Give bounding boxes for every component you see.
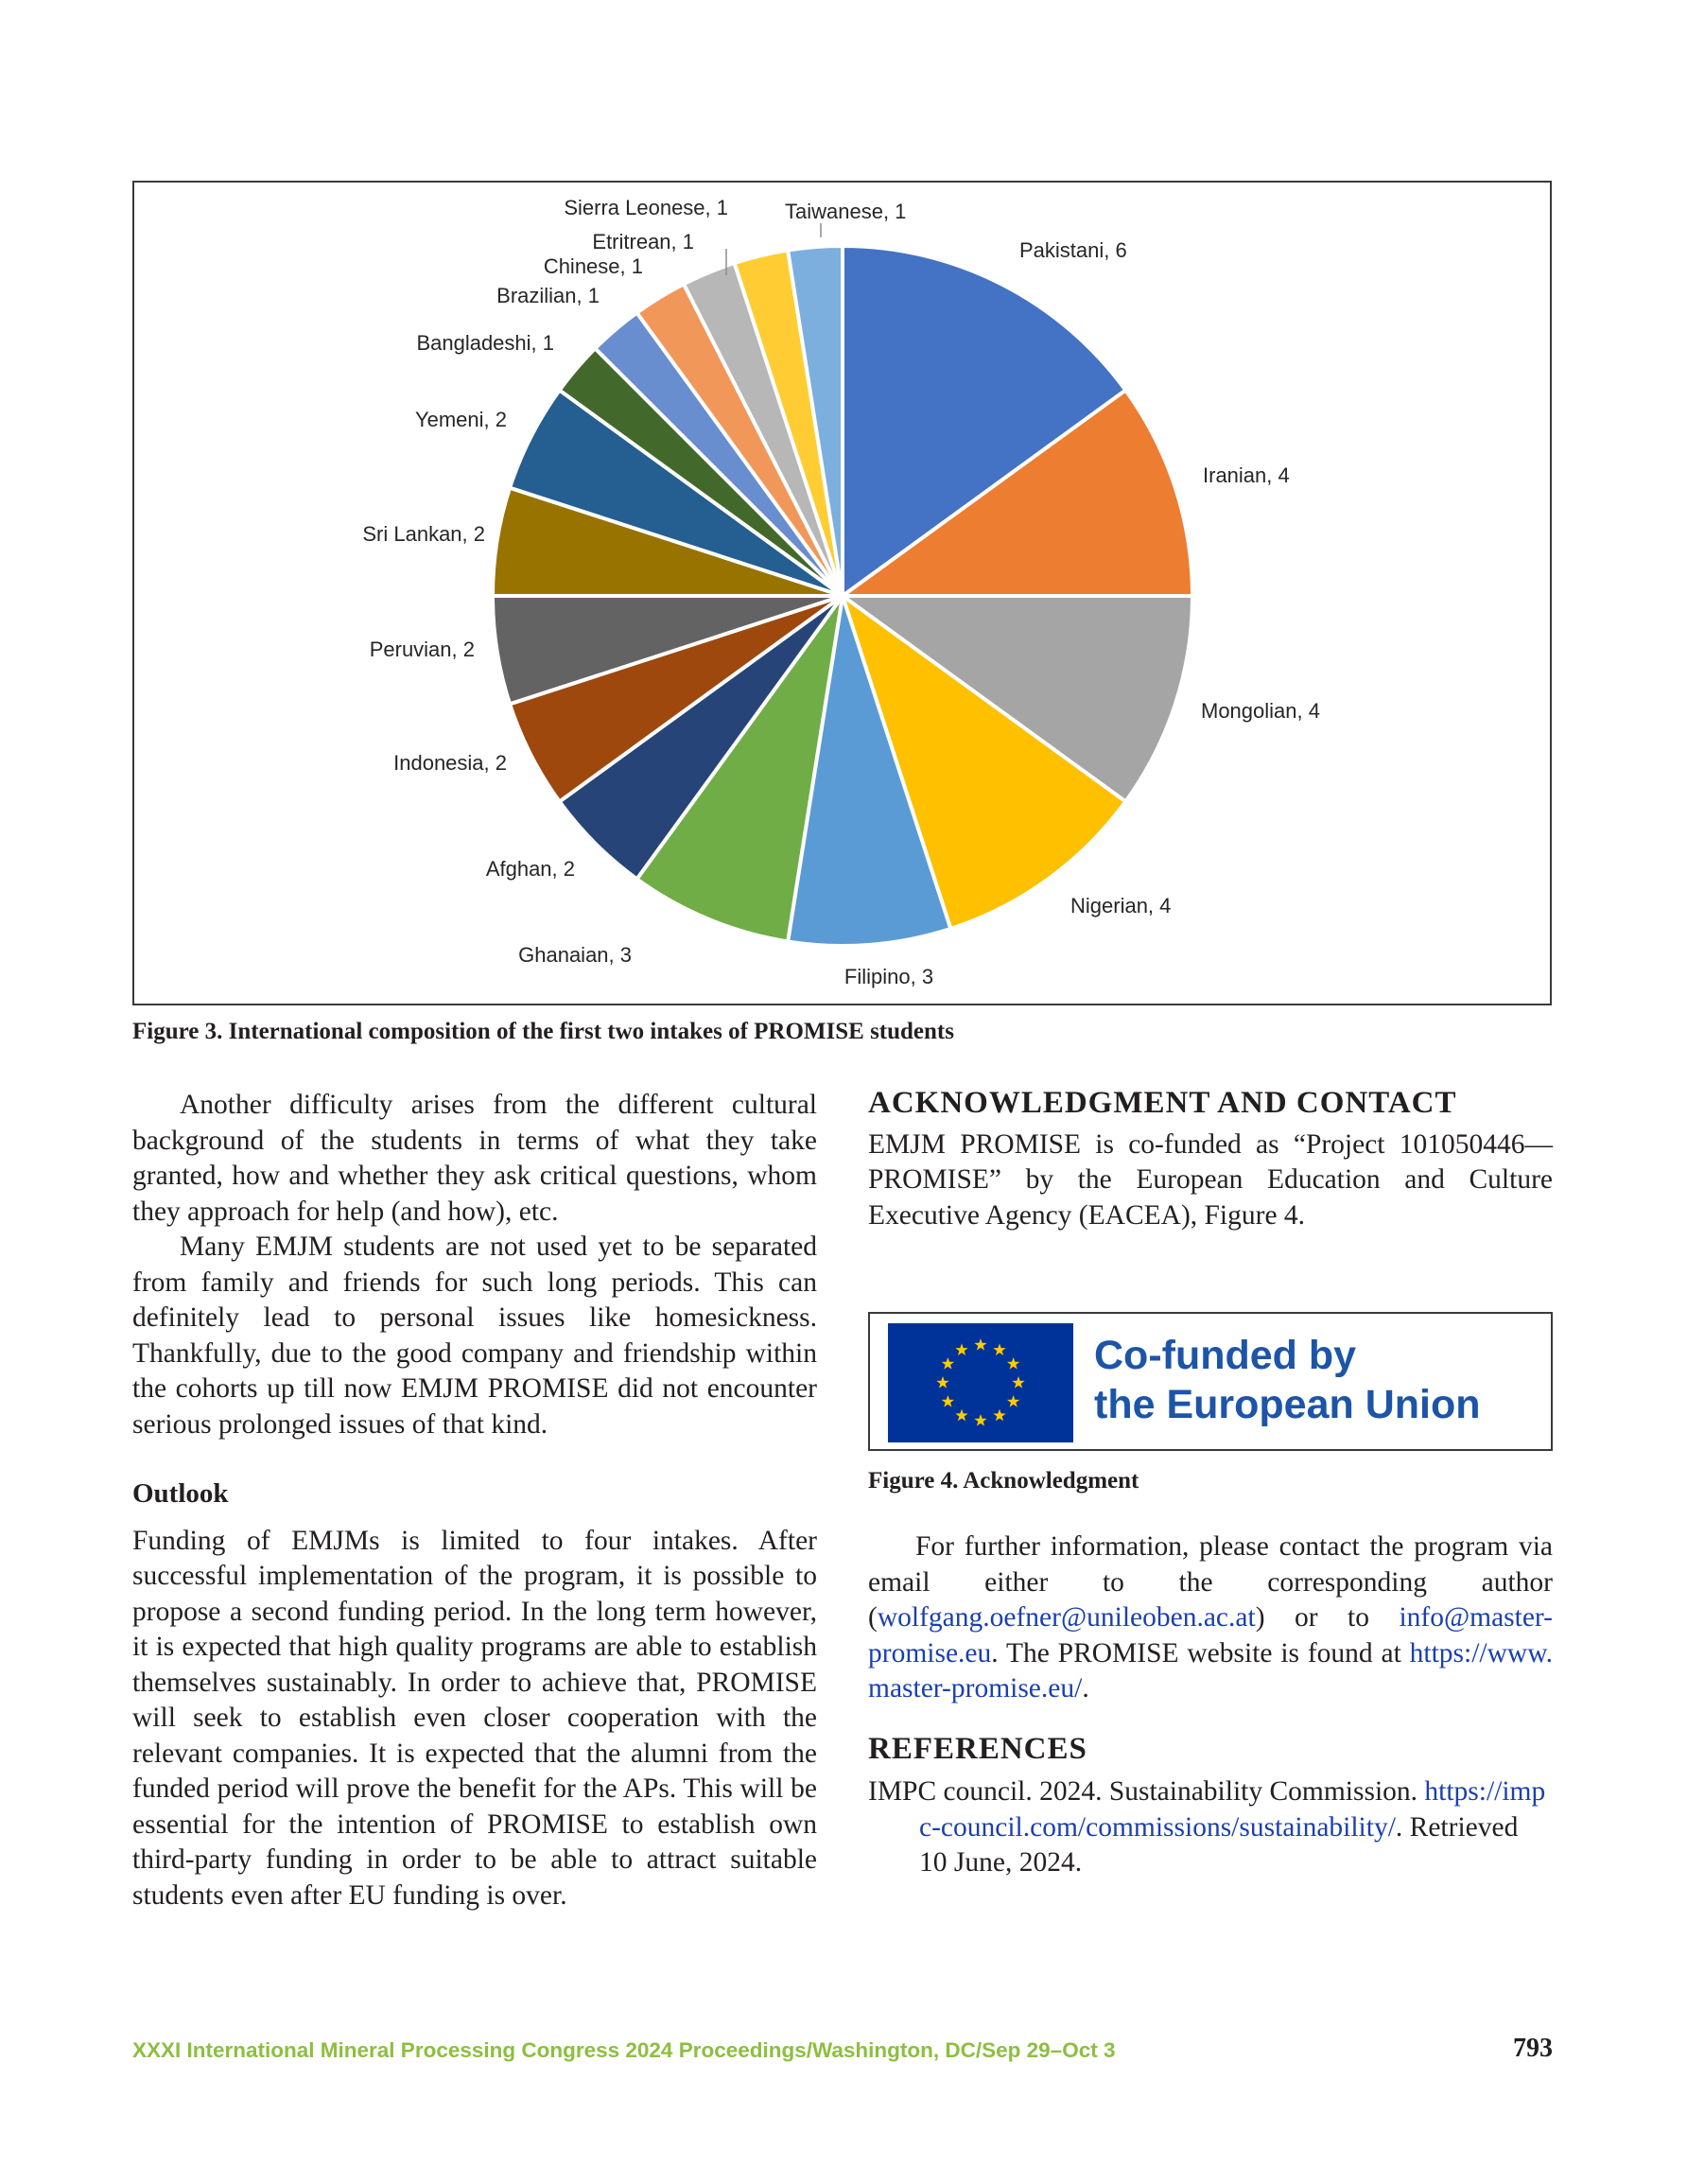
website-link[interactable]: https://www.master-promise.eu/	[868, 1637, 1553, 1704]
pie-data-label: Sri Lankan, 2	[362, 522, 485, 546]
eu-star-icon	[993, 1409, 1005, 1422]
eu-cofunded-logo	[868, 1312, 1553, 1451]
pie-chart	[134, 183, 1550, 1004]
eu-logo-line-2: the European Union	[1094, 1382, 1481, 1427]
left-column	[132, 1088, 817, 1913]
pie-data-label: Afghan, 2	[485, 857, 575, 881]
eu-star-icon	[1012, 1376, 1024, 1389]
program-email-link[interactable]: info@master-promise.eu	[868, 1602, 1553, 1669]
reference-link[interactable]: https://impc-council.com/commissions/sustainability/	[919, 1776, 1546, 1843]
pie-data-label: Filipino, 3	[844, 965, 934, 988]
acknowledgment-paragraph: EMJM PROMISE is co-funded as “Project 101050446—PROMISE” by the European Education and Culture Executive Agency (EACEA), Figure 4.	[868, 1128, 1553, 1231]
pie-data-label: Etritrean, 1	[592, 230, 694, 253]
eu-star-icon	[974, 1338, 986, 1351]
contact-paragraph: For further information, please contact the program via email either to the corresponding author (wolfgang.oefner@unileoben.ac.at) or to info@master-promise.eu. The PROMISE website is found at https://www.master-promise.eu/.	[868, 1531, 1553, 1704]
pie-data-label: Iranian, 4	[1203, 463, 1290, 487]
eu-star-icon	[974, 1414, 986, 1426]
figure-3-caption: Figure 3. International composition of the first two intakes of PROMISE students	[132, 1019, 954, 1044]
eu-star-icon	[1007, 1357, 1019, 1370]
eu-star-icon	[942, 1357, 954, 1370]
acknowledgment-heading: ACKNOWLEDGMENT AND CONTACT	[868, 1086, 1457, 1120]
paragraph-cultural: Another difficulty arises from the different cultural background of the students in terms of what they take granted, how and whether they ask critical questions, whom they approach for help (and how), etc.	[132, 1090, 817, 1227]
eu-star-icon	[955, 1409, 967, 1422]
eu-star-icon	[942, 1395, 954, 1407]
pie-data-label: Indonesia, 2	[393, 751, 507, 775]
eu-logo-text	[1094, 1331, 1481, 1429]
eu-star-icon	[936, 1376, 948, 1389]
reference-item: IMPC council. 2024. Sustainability Commission. https://impc-council.com/commissions/sustainability/. Retrieved 10 June, 2024.	[868, 1776, 1546, 1878]
pie-data-label: Brazilian, 1	[496, 284, 600, 307]
pie-data-label: Pakistani, 6	[1019, 238, 1127, 262]
references-heading: REFERENCES	[868, 1731, 1087, 1766]
figure-4-caption: Figure 4. Acknowledgment	[868, 1468, 1139, 1494]
outlook-paragraph: Funding of EMJMs is limited to four intakes. After successful implementation of the program, it is possible to propose a second funding period. In the long term however, it is expected that high quality programs are able to establish themselves sustainably. In order to achieve that, PROMISE will seek to establish even closer cooperation with the relevant companies. It is expected that the alumni from the funded period will prove the benefit for the APs. This will be essential for the intention of PROMISE to establish own third-party funding in order to be able to attract suitable students even after EU funding is over.	[132, 1525, 817, 1911]
author-email-link[interactable]: wolfgang.oefner@unileoben.ac.at	[877, 1602, 1256, 1633]
eu-logo-line-1: Co-funded by	[1094, 1333, 1357, 1378]
pie-data-label: Bangladeshi, 1	[416, 331, 554, 355]
pie-data-label: Mongolian, 4	[1201, 699, 1320, 723]
eu-star-icon	[1007, 1395, 1019, 1407]
pie-data-label: Chinese, 1	[543, 254, 643, 278]
pie-data-label: Yemeni, 2	[414, 408, 507, 431]
figure-3-chart	[132, 181, 1552, 1005]
pie-data-label: Taiwanese, 1	[785, 200, 907, 223]
eu-star-icon	[993, 1343, 1005, 1355]
footer-conference-title: XXXI International Mineral Processing Congress 2024 Proceedings/Washington, DC/Sep 29–Oct 3	[132, 2038, 1116, 2062]
pie-data-label: Peruvian, 2	[369, 638, 475, 661]
page-number: 793	[1513, 2034, 1553, 2063]
pie-data-label: Sierra Leonese, 1	[564, 196, 728, 219]
eu-star-icon	[955, 1343, 967, 1355]
pie-data-label: Ghanaian, 3	[518, 943, 632, 967]
right-column-bottom	[868, 1529, 1553, 1881]
right-column-top	[868, 1086, 1553, 1233]
outlook-heading: Outlook	[132, 1478, 229, 1509]
pie-data-label: Nigerian, 4	[1070, 894, 1172, 917]
paragraph-homesickness: Many EMJM students are not used yet to be separated from family and friends for such long periods. This can definitely lead to personal issues like homesickness. Thankfully, due to the good company and friendship within the cohorts up till now EMJM PROMISE did not encounter serious prolonged issues of that kind.	[132, 1232, 817, 1440]
eu-flag-icon	[888, 1323, 1073, 1442]
